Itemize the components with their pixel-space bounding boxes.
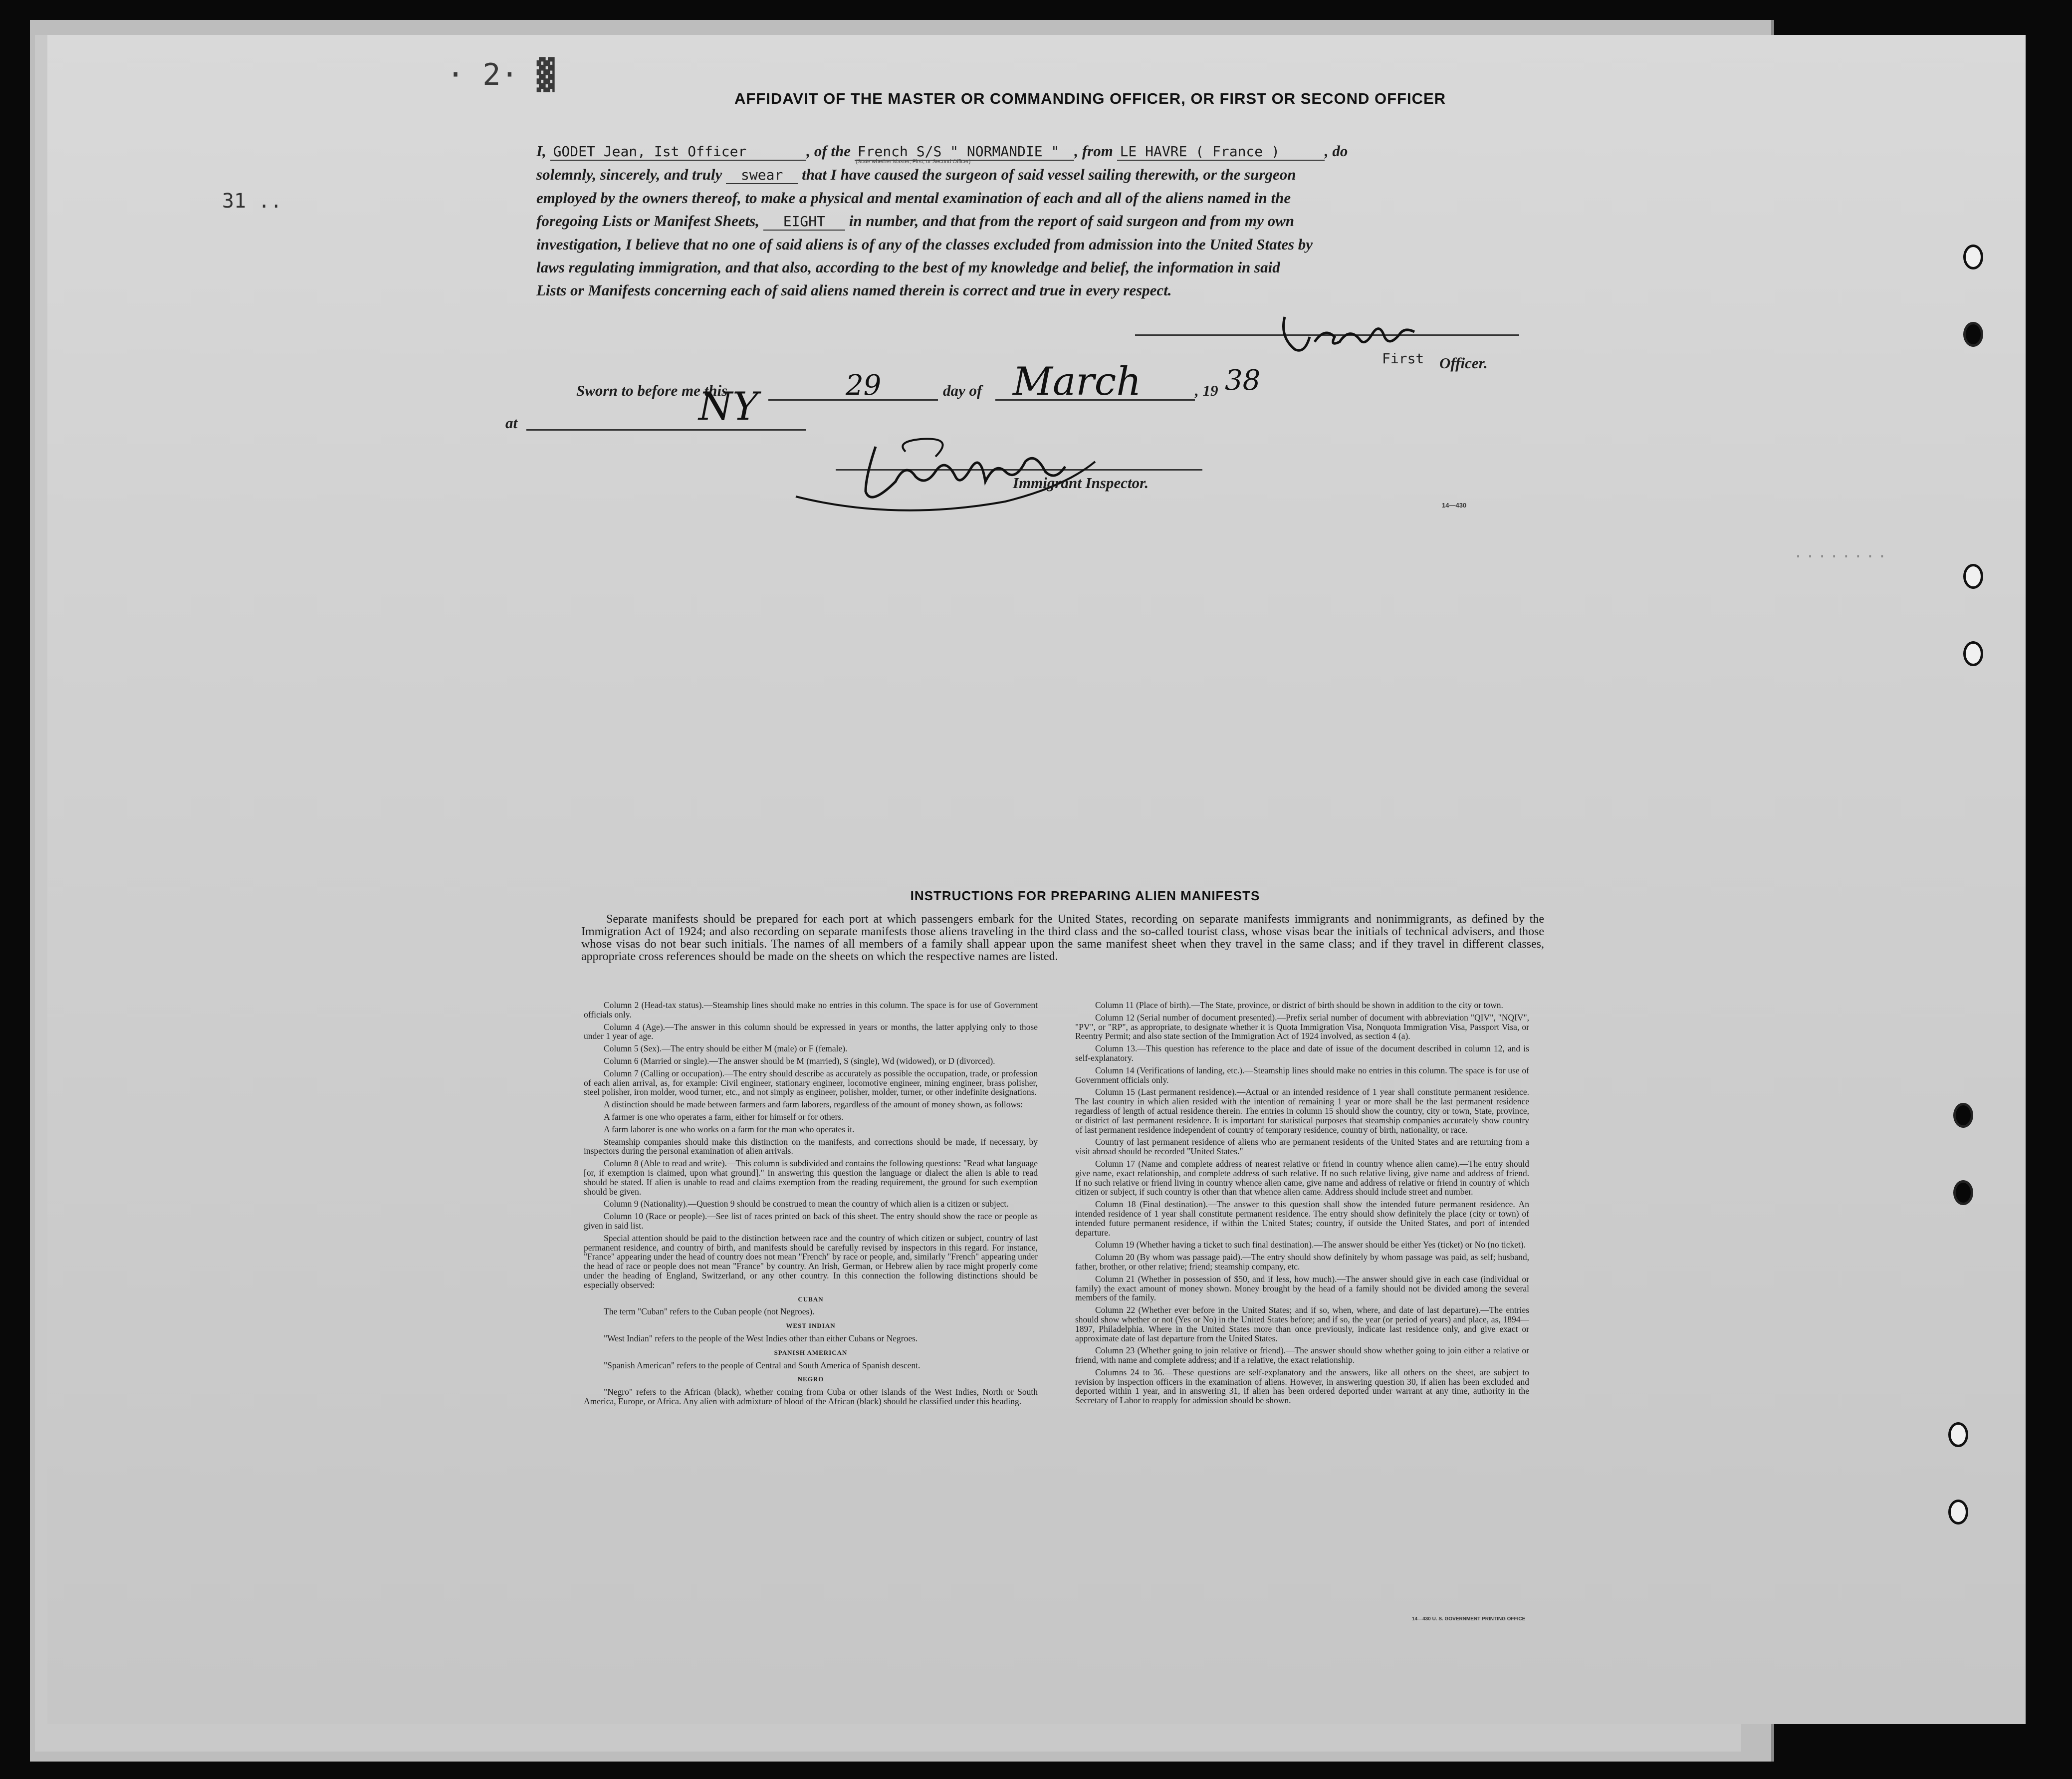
instruction-heading: Column 2 (Head-tax status).: [604, 1000, 704, 1010]
instruction-heading: Column 4 (Age).: [604, 1021, 666, 1032]
binder-hole: [1963, 641, 1983, 666]
instruction-text: Steamship companies should make this distinction on the manifests, and corrections should be made, if necessary, by inspectors during the personal examination of alien arrivals.: [584, 1136, 1038, 1156]
text-from: , from: [1074, 142, 1113, 160]
instruction-heading: Column 11 (Place of birth).: [1095, 1000, 1191, 1010]
day-of-label: day of: [943, 382, 982, 399]
instruction-paragraph: [584, 1212, 1038, 1231]
officer-title-label: Officer.: [1439, 354, 1488, 372]
instruction-heading: Column 18 (Final destination).: [1095, 1199, 1208, 1210]
place-line: [526, 429, 806, 431]
instruction-text: —The State, province, or district of birth should be shown in addition to the city or town.: [1191, 1000, 1503, 1010]
instruction-text: —The answer in this column should be expressed in years or months, the latter applying only to those under 1 year of age.: [584, 1021, 1038, 1041]
instruction-paragraph: [1075, 1200, 1529, 1237]
instruction-paragraph: [1075, 1368, 1529, 1405]
instruction-paragraph: [584, 1334, 1038, 1343]
instruction-text: —The entry should describe as accurately as possible the occupation, trade, or profession of each alien arrival, as, for example: Civil engineer, stationary engineer, locomotive engineer, mining engineer, brass polisher, steel polisher, iron molder, wood turner, etc., and not simply as engineer, polisher, molder, turner, or other indefinite designations.: [584, 1068, 1038, 1097]
text-solemnly: solemnly, sincerely, and truly: [536, 166, 722, 183]
officer-name-field: GODET Jean, Ist Officer: [550, 143, 807, 161]
binder-hole: [1953, 1180, 1973, 1205]
sworn-day: 29: [846, 369, 882, 402]
instruction-paragraph: [1075, 1159, 1529, 1197]
instructions-right-column: [1075, 1001, 1529, 1408]
instruction-paragraph: [584, 1125, 1038, 1134]
binder-hole: [1963, 245, 1983, 269]
instruction-heading: Column 9 (Nationality).: [604, 1199, 688, 1209]
instruction-text: —These questions are self-explanatory and the answers, like all others on the sheet, are subject to revision by inspection officers in the examination of aliens. However, in answering question 30, if alien has been excluded and deported within 1 year, and in answering 31, if alien has been ordered deported under warrant at any time, authority in the Secretary of Labor to reapply for admission should be shown.: [1075, 1367, 1529, 1406]
instruction-paragraph: [584, 1307, 1038, 1316]
text-do: , do: [1324, 142, 1348, 160]
text-foregoing: foregoing Lists or Manifest Sheets,: [536, 212, 759, 230]
instruction-text: —The answer should show whether going to join either a relative or friend, with name and complete address; and if a relative, the exact relationship.: [1075, 1345, 1529, 1365]
instruction-text: —This question has reference to the place and date of issue of the document described in column 12, and is self-explanatory.: [1075, 1043, 1529, 1063]
affidavit-line-6: laws regulating immigration, and that also, according to the best of my knowledge and belief, the information in said: [536, 258, 1280, 276]
instruction-text: —The entry should give name, exact relationship, and complete address of such relative. If no such relative living, give name and address of friend. If no such relative or friend living in country whence alien came, give name and address of relative or friend in country of which citizen or subject, if such country is other than that whence alien came. Address should include street and number.: [1075, 1158, 1529, 1197]
instruction-paragraph: [584, 1044, 1038, 1053]
instruction-subheading: WEST INDIAN: [786, 1322, 836, 1330]
instruction-text: "West Indian" refers to the people of the West Indies other than either Cubans or Negroes.: [604, 1333, 918, 1343]
instruction-text: —The answer to this question shall show the intended future permanent residence. An intended residence of 1 year shall constitute permanent residence. The entry should show definitely the place (city or town) of intended future permanent residence, if within the United States; country, if outside the United States, and port of intended departure.: [1075, 1199, 1530, 1238]
instruction-heading: Column 14 (Verifications of landing, etc.).: [1095, 1065, 1245, 1075]
instruction-text: —The answer should give in each case (individual or family) the exact amount of money shown. Money brought by the head of a family should not be divided among the several members of the family.: [1075, 1273, 1530, 1303]
instruction-subheading: CUBAN: [798, 1295, 824, 1303]
faint-bleed-through: ........: [1794, 544, 1890, 561]
binder-hole: [1963, 322, 1983, 347]
instruction-text: Special attention should be paid to the distinction between race and the country of which citizen or subject, country of last permanent residence, and country of birth, and manifests should be carefully revised by inspectors in this regard. For instance, "France" appearing under the head of country does not mean "French" by race or people, and, similarly "French" appearing under the head of race or people does not mean "France" by country. An Irish, German, or Hebrew alien by race might properly come under the heading of England, Switzerland, or any other country. In this connection the following distinctions should be especially observed:: [584, 1233, 1038, 1290]
officer-title-typed: First: [1382, 350, 1424, 367]
instruction-text: —The entry should be either M (male) or F (female).: [662, 1043, 848, 1054]
port-field: LE HAVRE ( France ): [1117, 143, 1325, 161]
instruction-heading: Column 22 (Whether ever before in the United States; and if so, when, where, and date of last departure).: [1095, 1305, 1481, 1315]
sworn-month: March: [1013, 359, 1142, 404]
text-line-2-rest: that I have caused the surgeon of said vessel sailing therewith, or the surgeon: [802, 166, 1296, 183]
instruction-text: —Actual or an intended residence of 1 year shall constitute permanent residence. The last country in which alien resided with the intention of remaining 1 year or more shall be the last permanent residence regardless of length of actual residence therein. The entries in column 15 should show the country, city or town, State, province, or district of last permanent residence. It is important for statistical purposes that steamship companies accurately show country of last permanent residence independent of country of temporary residence, country of birth, nationality, or race.: [1075, 1087, 1530, 1135]
binder-hole: [1948, 1422, 1968, 1447]
instruction-paragraph: [1075, 1044, 1529, 1063]
instruction-paragraph: [1075, 1305, 1529, 1343]
form-number-top: 14—430: [1442, 502, 1467, 509]
instruction-paragraph: [584, 1137, 1038, 1156]
instruction-paragraph: [584, 1022, 1038, 1041]
sheet-count-field: EIGHT: [763, 213, 845, 231]
instruction-paragraph: [1075, 1346, 1529, 1365]
at-label: at: [505, 414, 518, 432]
instruction-subheading: NEGRO: [797, 1375, 824, 1383]
instruction-paragraph: [584, 1199, 1038, 1209]
instruction-text: A farm laborer is one who works on a farm for the man who operates it.: [604, 1124, 855, 1134]
instruction-text: The term "Cuban" refers to the Cuban people (not Negroes).: [604, 1306, 815, 1317]
instruction-text: —Steamship lines should make no entries in this column. The space is for use of Government officials only.: [1075, 1065, 1530, 1085]
instruction-paragraph: [584, 1159, 1038, 1196]
instruction-heading: Column 8 (Able to read and write).: [604, 1158, 727, 1169]
instruction-text: —Question 9 should be construed to mean the country of which alien is a citizen or subject.: [688, 1199, 1009, 1209]
sworn-label: Sworn to before me this: [576, 382, 728, 399]
instruction-paragraph: [1075, 1137, 1529, 1156]
instruction-text: "Spanish American" refers to the people of Central and South America of Spanish descent.: [604, 1360, 921, 1370]
instruction-text: —The answer should be either Yes (ticket) or No (no ticket).: [1314, 1240, 1526, 1250]
margin-mark: 31 ..: [222, 190, 282, 213]
affidavit-body: [536, 140, 1582, 302]
instructions-title: INSTRUCTIONS FOR PREPARING ALIEN MANIFESTS: [910, 888, 1260, 903]
text-of-the: , of the: [806, 142, 851, 160]
instructions-left-column: [584, 1001, 1038, 1409]
instruction-text: —The entries should show whether or not (Yes or No) in the United States before; and if so, the year (or period of years) and place, as, 1894—1897, Philadelphia. Where in the United States more than once previously, indicate last residence only, and give exact or approximate date of last departure from the United States.: [1075, 1305, 1529, 1343]
instruction-heading: Column 21 (Whether in possession of $50, and if less, how much).: [1095, 1273, 1337, 1284]
instruction-paragraph: [584, 1001, 1038, 1019]
instruction-heading: Column 6 (Married or single).: [604, 1055, 709, 1066]
oath-field: swear: [726, 167, 798, 184]
instruction-heading: Column 13.: [1095, 1043, 1138, 1054]
instruction-heading: Column 17 (Name and complete address of nearest relative or friend in country whence alien came).: [1095, 1158, 1460, 1169]
instructions-intro: Separate manifests should be prepared for each port at which passengers embark for the United States, recording on separate manifests immigrants and nonimmigrants, as defined by the Immigration Act of 1924; and also recording on separate manifests those aliens traveling in the third class and the so-called tourist class, whose visas bear the initials of technical advisers, and those whose visas do not bear such initials. The names of all members of a family shall appear upon the same manifest sheet when they travel in the same class; and if they travel in different classes, appropriate cross references should be made on the sheets on which the respective names are listed.: [581, 913, 1544, 963]
instruction-paragraph: [1075, 1240, 1529, 1250]
instruction-heading: Column 20 (By whom was passage paid).: [1095, 1252, 1243, 1263]
year-prefix: , 19: [1195, 382, 1218, 399]
instruction-text: A farmer is one who operates a farm, either for himself or for others.: [604, 1111, 844, 1122]
binder-hole: [1953, 1103, 1973, 1128]
instruction-paragraph: [584, 1100, 1038, 1109]
instruction-text: A distinction should be made between farmers and farm laborers, regardless of the amount of money shown, as follows:: [604, 1099, 1023, 1110]
text-i: I,: [536, 142, 546, 160]
instruction-paragraph: [1075, 1274, 1529, 1302]
instruction-paragraph: [584, 1056, 1038, 1066]
text-line-4-rest: in number, and that from the report of said surgeon and from my own: [849, 212, 1295, 230]
instruction-text: —This column is subdivided and contains the following questions: "Read what language [or, if exemption is claimed, upon what ground]." In answering this question the language or dialect the alien is able to read should be stated. If alien is unable to read and claims exemption from the reading requirement, the ground for such exemption should be given.: [584, 1158, 1038, 1197]
instruction-paragraph: [584, 1361, 1038, 1370]
instruction-paragraph: [1075, 1013, 1529, 1041]
instruction-heading: Column 12 (Serial number of document presented).: [1095, 1012, 1277, 1022]
instruction-heading: Column 23 (Whether going to join relative or friend).: [1095, 1345, 1286, 1356]
instruction-paragraph: [1075, 1087, 1529, 1134]
affidavit-line-7: Lists or Manifests concerning each of said aliens named therein is correct and true in every respect.: [536, 281, 1172, 299]
instruction-heading: Column 15 (Last permanent residence).: [1095, 1087, 1237, 1097]
printing-office-footer: 14—430 U. S. GOVERNMENT PRINTING OFFICE: [1412, 1616, 1526, 1622]
affidavit-line-3: employed by the owners thereof, to make a physical and mental examination of each and all of the aliens named in the: [536, 189, 1291, 207]
instruction-heading: Column 5 (Sex).: [604, 1043, 662, 1054]
instruction-text: —Prefix serial number of document with abbreviation "QIV", "NQIV", "PV", or "RP", as appropriate, to designate whether it is Quota Immigration Visa, Nonquota Immigration Visa, Passport Visa, or Reentry Permit; and also state section of the Immigration Act of 1924 involved, as section 4 (a).: [1075, 1012, 1529, 1041]
instruction-heading: Column 7 (Calling or occupation).: [604, 1068, 725, 1078]
officer-rank-note: (State whether Master, First, or Second Officer): [856, 159, 971, 165]
affidavit-title: AFFIDAVIT OF THE MASTER OR COMMANDING OFFICER, OR FIRST OR SECOND OFFICER: [734, 90, 1446, 107]
instruction-text: —The entry should show definitely by whom passage was paid, as self; husband, father, brother, or other relative; friend; steamship company, etc.: [1075, 1252, 1529, 1271]
binder-hole: [1963, 564, 1983, 589]
binder-hole: [1948, 1500, 1968, 1525]
instruction-heading: Column 10 (Race or people).: [604, 1211, 707, 1222]
instruction-paragraph: [1075, 1066, 1529, 1085]
affidavit-line-4: [536, 210, 1582, 233]
manifest-page: [47, 35, 2026, 1724]
instruction-text: —Steamship lines should make no entries in this column. The space is for use of Government officials only.: [584, 1000, 1038, 1019]
instruction-paragraph: [1075, 1001, 1529, 1010]
instruction-paragraph: [584, 1112, 1038, 1122]
instruction-text: —The answer should be M (married), S (single), Wd (widowed), or D (divorced).: [709, 1055, 995, 1066]
inspector-label: Immigrant Inspector.: [1013, 474, 1149, 492]
instruction-text: "Negro" refers to the African (black), whether coming from Cuba or other islands of the West Indies, North or South America, Europe, or Africa. Any alien with admixture of blood of the African (black) should be classified under this heading.: [584, 1387, 1038, 1406]
instruction-heading: Columns 24 to 36.: [1095, 1367, 1164, 1377]
affidavit-line-5: investigation, I believe that no one of said aliens is of any of the classes excluded from admission into the United States by: [536, 236, 1313, 253]
vessel-field: French S/S " NORMANDIE ": [855, 143, 1075, 161]
sworn-year: 38: [1225, 364, 1261, 397]
instruction-text: —See list of races printed on back of this sheet. The entry should show the race or people as given in said list.: [584, 1211, 1038, 1231]
instruction-paragraph: [584, 1234, 1038, 1290]
instruction-text: Country of last permanent residence of aliens who are permanent residents of the United States and are returning from a visit abroad should be recorded "United States.": [1075, 1137, 1529, 1157]
sworn-place: NY: [698, 384, 758, 429]
instruction-paragraph: [584, 1387, 1038, 1406]
affidavit-line-1: [536, 140, 1582, 163]
corner-stamp-marks: · 2· ▓: [447, 57, 555, 92]
instruction-heading: Column 19 (Whether having a ticket to such final destination).: [1095, 1240, 1314, 1250]
instruction-paragraph: [584, 1069, 1038, 1097]
affidavit-line-2: [536, 163, 1582, 187]
instruction-subheading: SPANISH AMERICAN: [774, 1348, 848, 1356]
instruction-paragraph: [1075, 1253, 1529, 1271]
